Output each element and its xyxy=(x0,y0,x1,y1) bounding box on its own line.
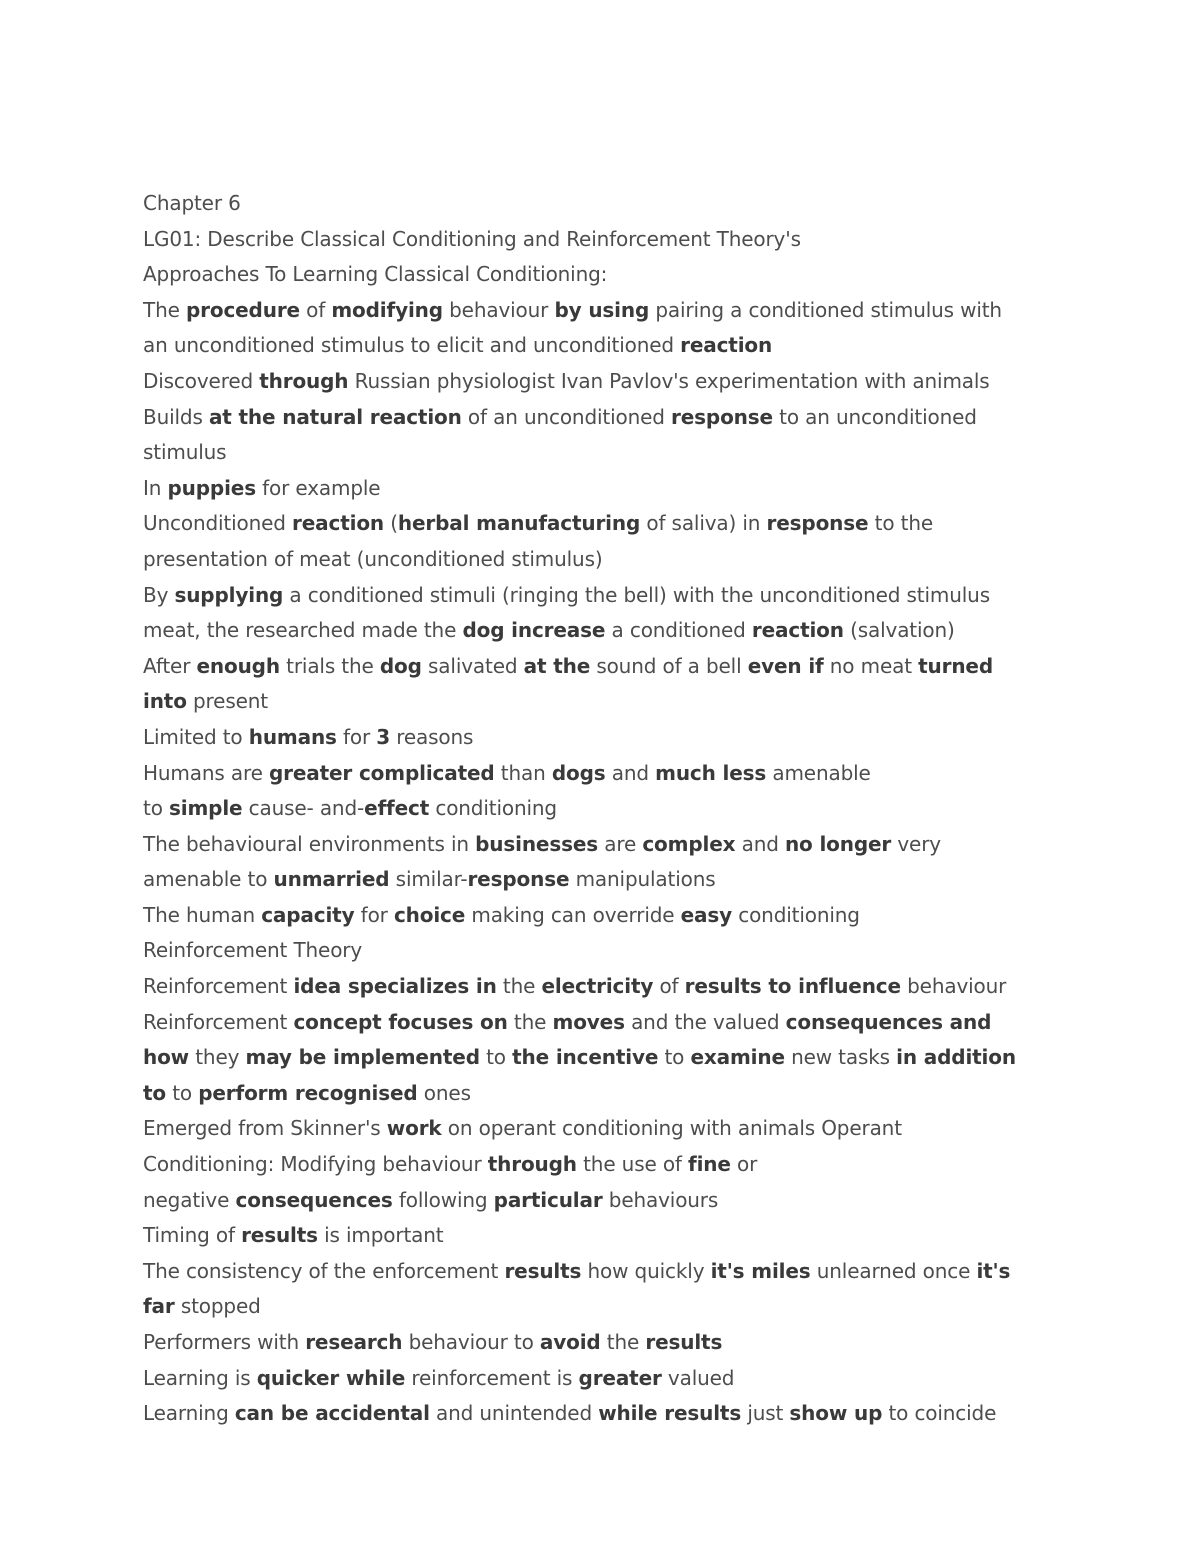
text-run: Conditioning: Modifying behaviour xyxy=(143,1152,488,1177)
text-run: cause- and- xyxy=(242,796,365,821)
text-run: a conditioned stimuli (ringing the bell) with the unconditioned stimulus xyxy=(283,582,990,607)
text-line xyxy=(143,506,1153,542)
text-run: Approaches To Learning Classical Conditioning: xyxy=(143,262,608,287)
text-run: avoid xyxy=(539,1330,601,1354)
text-run: Unconditioned xyxy=(143,511,293,536)
text-run: easy xyxy=(680,902,733,927)
text-run: particular xyxy=(493,1187,603,1212)
text-run: procedure xyxy=(185,297,300,322)
text-run: making can override xyxy=(465,902,681,927)
text-run: and xyxy=(605,760,656,785)
text-run: while results xyxy=(598,1401,742,1426)
text-line xyxy=(143,578,1153,614)
text-line xyxy=(143,1076,1153,1112)
text-line xyxy=(143,649,1153,685)
text-run: ( xyxy=(384,511,398,536)
text-run: of an unconditioned xyxy=(461,404,672,429)
text-line xyxy=(143,1361,1153,1397)
text-line xyxy=(143,862,1153,898)
text-line xyxy=(143,1147,1153,1183)
text-run: results xyxy=(504,1258,582,1283)
text-run: to an unconditioned xyxy=(772,404,977,429)
text-run: enough xyxy=(196,653,280,678)
text-run: conditioning xyxy=(429,796,557,821)
text-run: how quickly xyxy=(581,1258,711,1283)
text-run: Learning xyxy=(143,1401,235,1426)
text-run: by using xyxy=(554,297,650,322)
text-line xyxy=(143,1005,1153,1041)
text-line xyxy=(143,257,1153,293)
text-run: effect xyxy=(364,796,430,821)
text-run: behaviour xyxy=(442,297,555,322)
text-run: may be implemented xyxy=(245,1045,480,1070)
text-run: conditioning xyxy=(732,902,860,927)
text-run: amenable to xyxy=(143,867,274,892)
text-run: herbal manufacturing xyxy=(397,511,641,536)
text-run: it's miles xyxy=(710,1258,811,1283)
text-run: results xyxy=(241,1223,318,1248)
text-run: Discovered xyxy=(143,368,260,393)
text-run: 3 xyxy=(376,724,391,749)
text-run: and the valued xyxy=(624,1009,786,1034)
text-line xyxy=(143,898,1153,934)
text-line xyxy=(143,435,1153,471)
text-run: are xyxy=(598,831,643,856)
text-run: than xyxy=(494,760,552,785)
text-run: Builds xyxy=(143,404,209,429)
text-run: amenable xyxy=(766,760,871,785)
text-run: show up xyxy=(789,1401,883,1426)
text-run: pairing a conditioned stimulus with xyxy=(649,297,1002,322)
text-run: idea specializes in xyxy=(293,974,497,999)
text-run: (salvation) xyxy=(843,618,955,643)
text-line xyxy=(143,400,1153,436)
text-run: a conditioned xyxy=(605,618,752,643)
text-run: Russian physiologist Ivan Pavlov's experimentation with animals xyxy=(348,368,990,393)
text-run: puppies xyxy=(167,475,256,500)
text-run: to xyxy=(143,796,169,821)
text-run: behaviours xyxy=(602,1187,719,1212)
text-line xyxy=(143,1111,1153,1147)
text-run: to xyxy=(166,1080,199,1105)
text-run: supplying xyxy=(174,582,284,607)
text-run: The human xyxy=(143,902,262,927)
text-run: through xyxy=(259,368,349,393)
text-run: can be accidental xyxy=(234,1401,430,1426)
text-run: meat, the researched made the xyxy=(143,618,463,643)
text-run: in addition xyxy=(896,1045,1016,1070)
text-run: simple xyxy=(169,796,243,821)
text-run: reasons xyxy=(390,724,474,749)
text-run: response xyxy=(671,404,773,429)
text-run: the use of xyxy=(576,1152,689,1177)
text-run: no meat xyxy=(823,653,919,678)
text-line xyxy=(143,1218,1153,1254)
text-line xyxy=(143,827,1153,863)
text-run: concept focuses on xyxy=(293,1009,508,1034)
text-run: consequences xyxy=(235,1187,393,1212)
text-run: choice xyxy=(393,902,466,927)
text-line xyxy=(143,720,1153,756)
text-run: they xyxy=(189,1045,246,1070)
text-run: stimulus xyxy=(143,440,227,465)
text-run: ones xyxy=(417,1080,471,1105)
text-run: capacity xyxy=(261,902,355,927)
text-run: modifying xyxy=(331,297,443,322)
text-run: LG01: Describe Classical Conditioning and Reinforcement Theory's xyxy=(143,226,801,251)
text-run: present xyxy=(186,689,268,714)
text-run: for xyxy=(336,724,377,749)
text-run: unmarried xyxy=(273,867,390,892)
text-run: perform recognised xyxy=(198,1080,418,1105)
text-run: no longer xyxy=(784,831,892,856)
text-run: to the xyxy=(868,511,934,536)
text-run: dogs xyxy=(551,760,606,785)
text-run: of xyxy=(299,297,332,322)
text-run: to coincide xyxy=(882,1401,997,1426)
text-run: and unintended xyxy=(429,1401,599,1426)
text-line xyxy=(143,186,1153,222)
text-run: of saliva) in xyxy=(640,511,767,536)
text-run: The consistency of the enforcement xyxy=(143,1258,505,1283)
text-run: Timing of xyxy=(143,1223,242,1248)
text-run: is important xyxy=(317,1223,444,1248)
text-run: to xyxy=(658,1045,691,1070)
text-run: far xyxy=(143,1294,175,1319)
text-run: for example xyxy=(255,475,381,500)
text-run: By xyxy=(143,582,175,607)
text-run: humans xyxy=(248,724,337,749)
text-run: Performers with xyxy=(143,1330,306,1354)
text-line xyxy=(143,1040,1153,1076)
text-run: After xyxy=(143,653,197,678)
text-line xyxy=(143,471,1153,507)
text-run: Reinforcement Theory xyxy=(143,938,363,963)
text-run: behaviour to xyxy=(402,1330,540,1354)
text-run: moves xyxy=(552,1009,625,1034)
text-run: stopped xyxy=(174,1294,261,1319)
text-run: behaviour xyxy=(900,974,1007,999)
text-run: for xyxy=(354,902,394,927)
text-line xyxy=(143,1254,1153,1290)
text-line xyxy=(143,1325,1153,1361)
text-run: negative xyxy=(143,1187,236,1212)
text-run: In xyxy=(143,475,168,500)
text-run: Limited to xyxy=(143,724,249,749)
text-line xyxy=(143,542,1153,578)
text-run: Reinforcement xyxy=(143,1009,294,1034)
text-run: response xyxy=(467,867,570,892)
text-run: Emerged from Skinner's xyxy=(143,1116,387,1141)
text-run: electricity xyxy=(541,974,654,999)
text-run: complex xyxy=(642,831,736,856)
text-run: sound of a bell xyxy=(590,653,748,678)
text-run: work xyxy=(386,1116,442,1141)
text-run: results xyxy=(645,1330,723,1354)
text-run: reaction xyxy=(292,511,385,536)
document-body xyxy=(143,186,1153,1432)
text-run: the xyxy=(507,1009,553,1034)
text-run: Humans are xyxy=(143,760,269,785)
text-run: turned xyxy=(918,653,993,678)
text-run: manipulations xyxy=(569,867,716,892)
text-run: even if xyxy=(747,653,824,678)
text-line xyxy=(143,1289,1153,1325)
text-line xyxy=(143,684,1153,720)
text-run: through xyxy=(487,1152,577,1177)
text-run: valued xyxy=(661,1365,735,1390)
text-run: businesses xyxy=(475,831,599,856)
text-run: to xyxy=(143,1080,167,1105)
text-run: trials the xyxy=(279,653,380,678)
text-run: reaction xyxy=(751,618,844,643)
text-line xyxy=(143,328,1153,364)
text-run: dog increase xyxy=(462,618,606,643)
text-run: similar- xyxy=(389,867,468,892)
text-run: greater complicated xyxy=(268,760,495,785)
text-run: and xyxy=(735,831,785,856)
text-run: Learning is xyxy=(143,1365,257,1390)
text-run: examine xyxy=(690,1045,785,1070)
text-run: new tasks xyxy=(784,1045,897,1070)
text-run: fine xyxy=(688,1152,731,1177)
text-line xyxy=(143,756,1153,792)
text-line xyxy=(143,969,1153,1005)
text-run: salivated xyxy=(421,653,524,678)
text-run: the incentive xyxy=(512,1045,659,1070)
text-line xyxy=(143,364,1153,400)
text-run: at the natural reaction xyxy=(208,404,462,429)
text-run: on operant conditioning with animals Operant xyxy=(441,1116,902,1141)
text-run: presentation of meat (unconditioned stimulus) xyxy=(143,546,603,571)
text-run: quicker while xyxy=(256,1365,406,1390)
text-run: consequences and xyxy=(785,1009,992,1034)
text-line xyxy=(143,1396,1153,1432)
text-run: an unconditioned stimulus to elicit and unconditioned xyxy=(143,333,681,358)
text-run: reaction xyxy=(680,333,773,358)
text-line xyxy=(143,933,1153,969)
text-run: the xyxy=(600,1330,646,1354)
text-run: unlearned once xyxy=(810,1258,977,1283)
text-run: just xyxy=(741,1401,790,1426)
text-run: greater xyxy=(578,1365,662,1390)
text-run: research xyxy=(305,1330,403,1354)
text-run: to xyxy=(479,1045,513,1070)
text-run: how xyxy=(143,1045,190,1070)
text-run: very xyxy=(891,831,941,856)
text-run: it's xyxy=(976,1258,1011,1283)
text-run: at the xyxy=(523,653,591,678)
text-run: following xyxy=(392,1187,494,1212)
text-run: Chapter 6 xyxy=(143,191,241,215)
text-run: dog xyxy=(379,653,422,678)
text-line xyxy=(143,222,1153,258)
text-line xyxy=(143,613,1153,649)
text-run: the xyxy=(496,974,542,999)
text-run: of xyxy=(653,974,685,999)
text-run: results to influence xyxy=(684,974,901,999)
text-run: reinforcement is xyxy=(405,1365,579,1390)
text-line xyxy=(143,293,1153,329)
text-run: The xyxy=(143,297,186,322)
text-run: or xyxy=(730,1152,758,1177)
text-run: into xyxy=(143,689,187,714)
text-line xyxy=(143,791,1153,827)
text-line xyxy=(143,1183,1153,1219)
text-run: much less xyxy=(655,760,767,785)
text-run: Reinforcement xyxy=(143,974,294,999)
text-run: response xyxy=(766,511,869,536)
text-run: The behavioural environments in xyxy=(143,831,476,856)
